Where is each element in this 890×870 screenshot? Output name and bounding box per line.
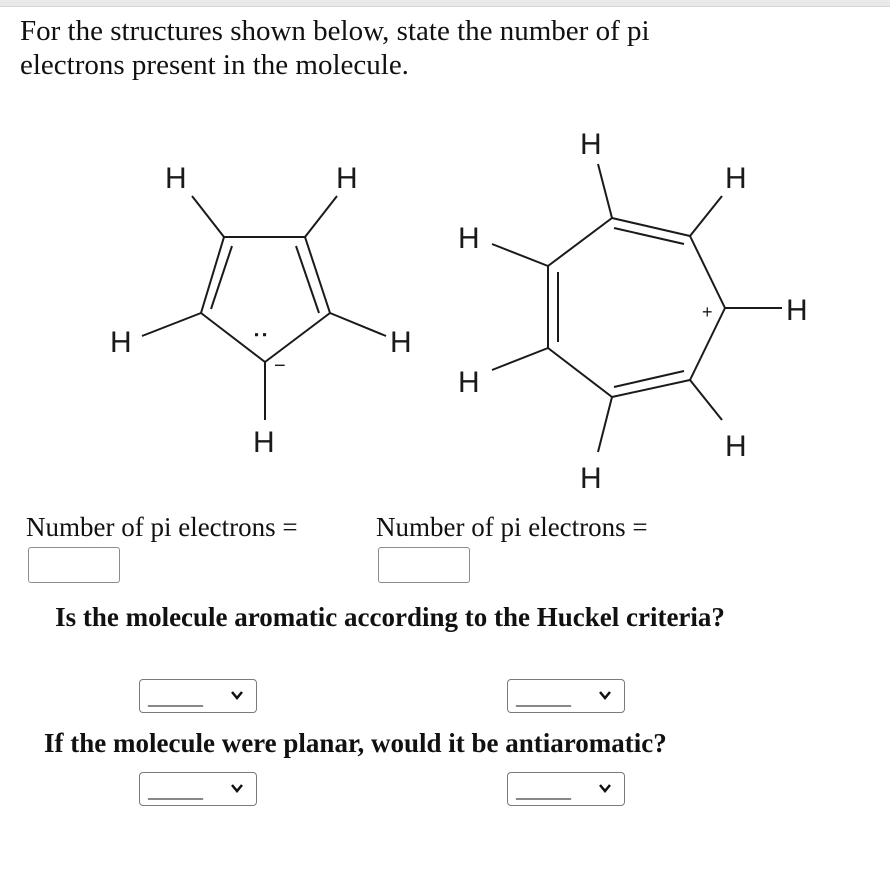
atom-h: H [786, 294, 808, 327]
h-bond [330, 313, 386, 336]
h-bond [690, 380, 722, 420]
ring-bond [612, 218, 690, 236]
select-value: ______ [516, 780, 570, 802]
chevron-down-icon [230, 688, 244, 702]
ring-bond [612, 380, 690, 397]
atom-h: H [110, 326, 132, 359]
select-value: ______ [148, 780, 202, 802]
ring-double-bond-inner [296, 246, 319, 313]
ring-double-bond-inner [614, 228, 684, 244]
atom-h: H [580, 128, 602, 161]
select-value: ______ [516, 687, 570, 709]
h-bond [598, 164, 612, 218]
aromatic-question: Is the molecule aromatic according to the Huckel criteria? [55, 602, 725, 632]
pi-electrons-input-1[interactable] [28, 547, 120, 583]
h-bond [192, 196, 224, 237]
atom-h: H [725, 162, 747, 195]
question-text: For the structures shown below, state the number of pi electrons present in the molecule. [20, 15, 650, 81]
atom-h: H [580, 462, 602, 495]
antiaromatic-select-2[interactable] [507, 772, 625, 806]
ring-bond [548, 218, 612, 266]
atom-h: H [253, 426, 275, 459]
positive-charge: + [702, 302, 713, 322]
molecule-2-cycloheptatrienyl-cation [458, 128, 808, 495]
h-bond [492, 244, 548, 266]
h-bond [142, 313, 201, 336]
aromatic-select-2[interactable] [507, 679, 625, 713]
h-bond [305, 196, 337, 237]
lone-pair: : [250, 331, 275, 339]
atom-h: H [165, 162, 187, 195]
atom-h: H [458, 222, 480, 255]
count-label-2: Number of pi electrons = [376, 512, 648, 542]
atom-h: H [336, 162, 358, 195]
ring-bond [690, 236, 725, 308]
h-bond [598, 397, 612, 452]
count-label-1: Number of pi electrons = [26, 512, 298, 542]
pi-electrons-input-2[interactable] [378, 547, 470, 583]
h-bond [690, 196, 722, 236]
negative-charge: − [274, 355, 286, 377]
antiaromatic-select-1[interactable] [139, 772, 257, 806]
chevron-down-icon [598, 688, 612, 702]
atom-h: H [390, 326, 412, 359]
atom-h: H [725, 430, 747, 463]
ring-double-bond-inner [211, 246, 232, 309]
chevron-down-icon [230, 781, 244, 795]
molecule-1-cyclopentadienyl-anion [110, 162, 412, 459]
antiaromatic-question: If the molecule were planar, would it be antiaromatic? [44, 728, 667, 758]
h-bond [492, 348, 548, 370]
ring-bond [305, 237, 330, 313]
atom-h: H [458, 366, 480, 399]
chevron-down-icon [598, 781, 612, 795]
select-value: ______ [148, 687, 202, 709]
ring-bond [548, 348, 612, 397]
aromatic-select-1[interactable] [139, 679, 257, 713]
